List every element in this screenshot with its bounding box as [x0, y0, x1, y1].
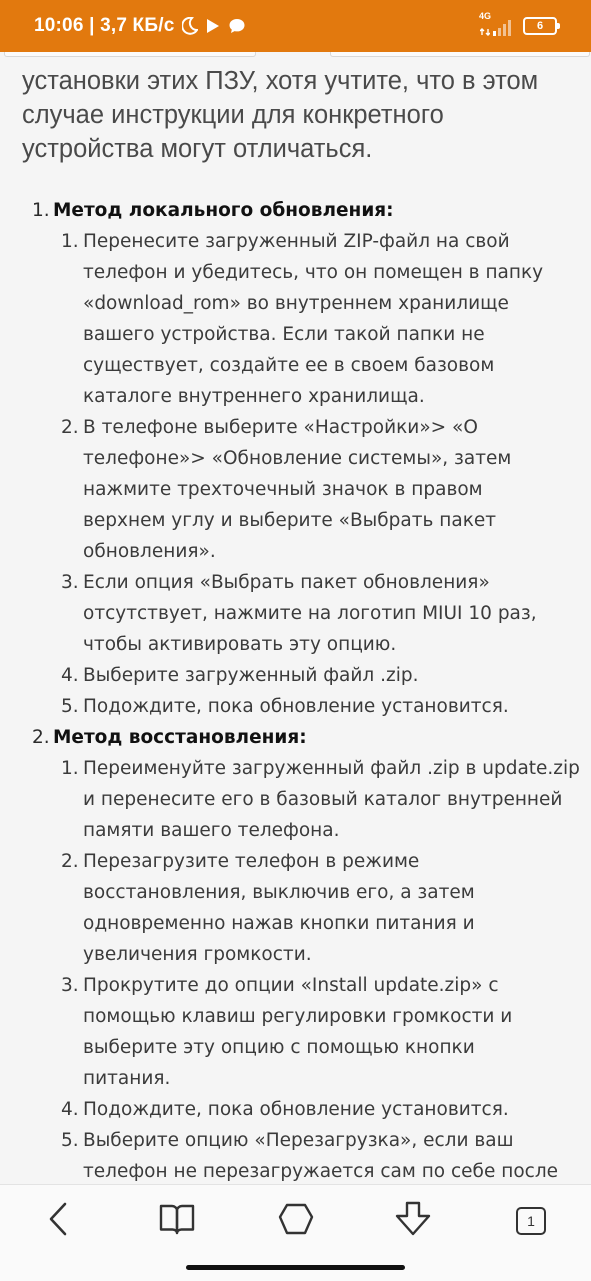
step-item	[53, 1094, 591, 1125]
step-number: 5.	[61, 696, 79, 717]
step-number: 2.	[61, 851, 79, 872]
step-number: 2.	[61, 417, 79, 438]
status-bar	[0, 0, 591, 52]
status-left	[34, 0, 246, 52]
step-text-line: чтобы активировать эту опцию.	[83, 634, 397, 655]
step-text-line: и перенесите его в базовый каталог внутренней	[83, 789, 563, 810]
back-button[interactable]	[36, 1199, 80, 1243]
step-text-line: нажмите трехточечный значок в правом	[83, 479, 483, 500]
step-text-line: увеличения громкости.	[83, 944, 312, 965]
download-icon	[394, 1201, 432, 1241]
step-number: 1.	[61, 758, 79, 779]
step-item	[53, 691, 591, 722]
step-text-line: одновременно нажав кнопки питания и	[83, 913, 475, 934]
steps-list	[53, 226, 591, 722]
tab-count: 1	[527, 1213, 535, 1229]
home-icon	[277, 1202, 315, 1240]
step-text-line: телефон и убедитесь, что он помещен в папку	[83, 262, 544, 283]
step-item	[53, 412, 591, 567]
tab-edge-right[interactable]	[330, 52, 590, 57]
network-indicator	[479, 12, 511, 40]
step-number: 3.	[61, 572, 79, 593]
step-text-line: Если опция «Выбрать пакет обновления»	[83, 572, 490, 593]
data-arrows-icon	[480, 21, 490, 40]
step-text-line: существует, создайте ее в своем базовом	[83, 355, 495, 376]
step-text-line: памяти вашего телефона.	[83, 820, 340, 841]
step-text-line: отсутствует, нажмите на логотип MIUI 10 раз,	[83, 603, 537, 624]
battery-level: 6	[536, 20, 544, 32]
status-time-speed: 10:06 | 3,7 КБ/с	[34, 15, 175, 36]
section-heading: Метод восстановления:	[53, 727, 307, 748]
bookmarks-button[interactable]	[155, 1199, 199, 1243]
download-button[interactable]	[391, 1199, 435, 1243]
step-item	[53, 1125, 591, 1184]
step-text-line: Переименуйте загруженный файл .zip в update.zip	[83, 758, 580, 779]
step-item	[53, 226, 591, 412]
step-item	[53, 567, 591, 660]
step-text-line: Выберите опцию «Перезагрузка», если ваш	[83, 1130, 514, 1151]
steps-list	[53, 753, 591, 1184]
battery-icon	[523, 17, 557, 35]
back-arrow-icon	[47, 1202, 69, 1240]
step-text-line: помощью клавиш регулировки громкости и	[83, 1006, 513, 1027]
step-item	[53, 660, 591, 691]
step-text-line: Подождите, пока обновление установится.	[83, 696, 509, 717]
step-number: 4.	[61, 1099, 79, 1120]
step-text-line: питания.	[83, 1068, 171, 1089]
step-text-line: Перенесите загруженный ZIP-файл на свой	[83, 231, 510, 252]
step-text-line: каталоге внутреннего хранилища.	[83, 386, 425, 407]
section-item	[0, 195, 591, 722]
network-type-label: 4G	[478, 11, 491, 21]
home-button[interactable]	[274, 1199, 318, 1243]
status-right	[479, 0, 557, 52]
section-number: 1.	[32, 200, 50, 221]
tabs-button[interactable]	[509, 1199, 553, 1243]
instruction-sections-list	[0, 195, 591, 1184]
home-gesture-indicator[interactable]	[186, 1265, 405, 1270]
step-text-line: Прокрутите до опции «Install update.zip» с	[83, 975, 499, 996]
section-heading: Метод локального обновления:	[53, 200, 394, 221]
article-intro-paragraph: установки этих ПЗУ, хотя учтите, что в этом случае инструкции для конкретного устройства могут отличаться.	[22, 67, 539, 163]
play-icon	[206, 18, 220, 34]
section-item	[0, 722, 591, 1184]
step-number: 3.	[61, 975, 79, 996]
step-text-line: Перезагрузите телефон в режиме	[83, 851, 420, 872]
step-number: 5.	[61, 1130, 79, 1151]
bookmarks-book-icon	[159, 1203, 195, 1239]
step-text-line: обновления».	[83, 541, 216, 562]
signal-icon	[493, 20, 511, 40]
step-text-line: восстановления, выключив его, а затем	[83, 882, 475, 903]
step-text-line: Выберите загруженный файл .zip.	[83, 665, 419, 686]
article-content	[0, 58, 591, 1184]
tab-edge-left[interactable]	[4, 52, 256, 57]
step-text-line: Подождите, пока обновление установится.	[83, 1099, 509, 1120]
step-text-line: телефон не перезагружается сам по себе после	[83, 1161, 559, 1182]
moon-icon	[182, 17, 198, 35]
step-text-line: телефоне»> «Обновление системы», затем	[83, 448, 512, 469]
step-item	[53, 970, 591, 1094]
step-text-line: «download_rom» во внутреннем хранилище	[83, 293, 509, 314]
step-text-line: В телефоне выберите «Настройки»> «О	[83, 417, 478, 438]
step-number: 4.	[61, 665, 79, 686]
step-item	[53, 846, 591, 970]
step-item	[53, 753, 591, 846]
tabs-icon	[516, 1207, 546, 1235]
section-number: 2.	[32, 727, 50, 748]
step-text-line: верхнем углу и выберите «Выбрать пакет	[83, 510, 497, 531]
chat-bubble-icon	[228, 17, 246, 35]
step-text-line: вашего устройства. Если такой папки не	[83, 324, 485, 345]
step-text-line: выберите эту опцию с помощью кнопки	[83, 1037, 475, 1058]
step-number: 1.	[61, 231, 79, 252]
